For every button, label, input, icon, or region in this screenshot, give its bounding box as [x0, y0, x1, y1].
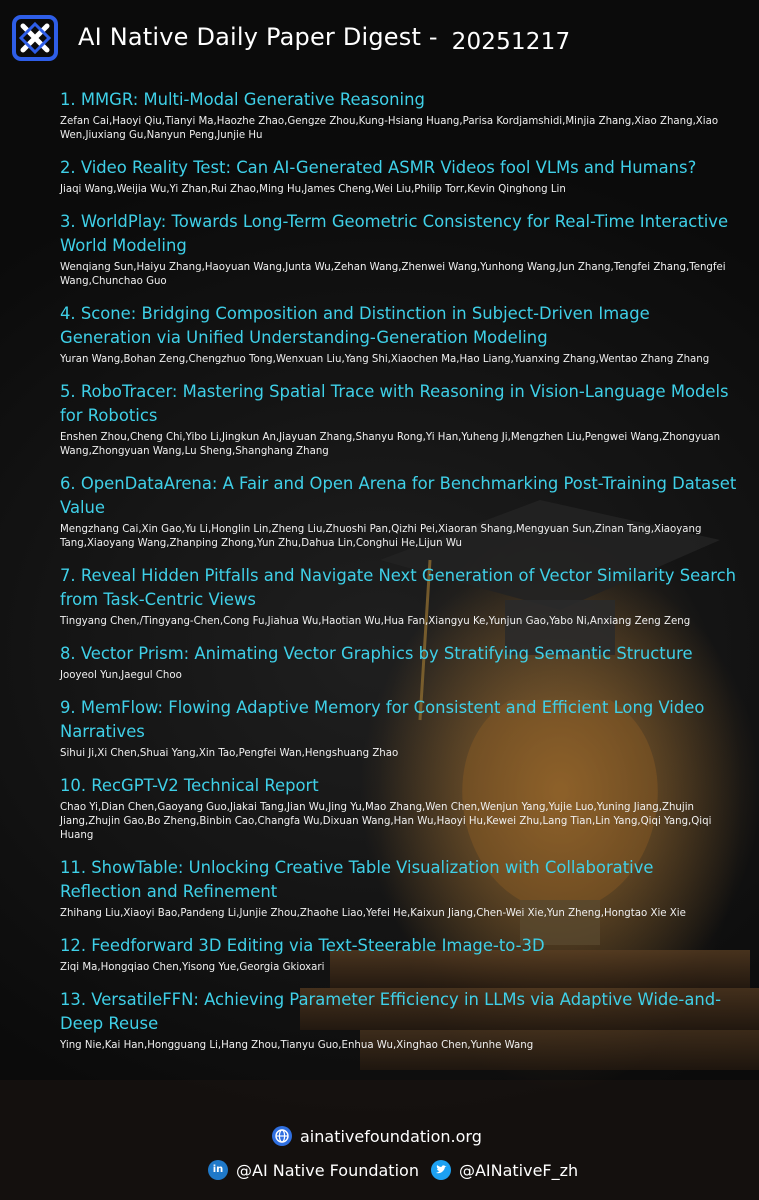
header	[0, 0, 759, 80]
paper-entry	[60, 774, 740, 843]
paper-title[interactable]: 1. MMGR: Multi-Modal Generative Reasoning	[60, 90, 425, 109]
linkedin-handle[interactable]: @AI Native Foundation	[236, 1160, 419, 1180]
paper-title[interactable]: 3. WorldPlay: Towards Long-Term Geometric Consistency for Real-Time Interactive World Modeling	[60, 212, 729, 255]
paper-authors: Jooyeol Yun,Jaegul Choo	[60, 670, 182, 681]
twitter-icon[interactable]	[431, 1160, 451, 1180]
paper-entry	[60, 856, 740, 921]
paper-entry	[60, 88, 740, 143]
website-row[interactable]	[272, 1126, 482, 1146]
paper-title[interactable]: 7. Reveal Hidden Pitfalls and Navigate Next Generation of Vector Similarity Search from Task-Centric Views	[60, 566, 736, 609]
paper-title[interactable]: 2. Video Reality Test: Can AI-Generated ASMR Videos fool VLMs and Humans?	[60, 158, 697, 177]
paper-title[interactable]: 13. VersatileFFN: Achieving Parameter Efficiency in LLMs via Adaptive Wide-and-Deep Reuse	[60, 990, 722, 1033]
paper-title[interactable]: 9. MemFlow: Flowing Adaptive Memory for Consistent and Efficient Long Video Narratives	[60, 698, 705, 741]
paper-title[interactable]: 5. RoboTracer: Mastering Spatial Trace with Reasoning in Vision-Language Models for Robotics	[60, 382, 729, 425]
paper-authors: Enshen Zhou,Cheng Chi,Yibo Li,Jingkun An,Jiayuan Zhang,Shanyu Rong,Yi Han,Yuheng Ji,Mengzhen Liu,Pengwei Wang,Zhongyuan Wang,Zhongyuan Wang,Lu Sheng,Shanghang Zhang	[60, 432, 721, 457]
paper-title[interactable]: 8. Vector Prism: Animating Vector Graphics by Stratifying Semantic Structure	[60, 644, 693, 663]
paper-entry	[60, 988, 740, 1053]
paper-entry	[60, 696, 740, 761]
paper-entry	[60, 380, 740, 459]
paper-title[interactable]: 12. Feedforward 3D Editing via Text-Steerable Image-to-3D	[60, 936, 545, 955]
paper-authors: Sihui Ji,Xi Chen,Shuai Yang,Xin Tao,Pengfei Wan,Hengshuang Zhao	[60, 748, 399, 759]
paper-entry	[60, 642, 740, 683]
paper-authors: Zhihang Liu,Xiaoyi Bao,Pandeng Li,Junjie Zhou,Zhaohe Liao,Yefei He,Kaixun Jiang,Chen-Wei Xie,Yun Zheng,Hongtao Xie Xie	[60, 908, 686, 919]
paper-entry	[60, 302, 740, 367]
paper-list	[60, 88, 740, 1066]
paper-entry	[60, 564, 740, 629]
paper-authors: Mengzhang Cai,Xin Gao,Yu Li,Honglin Lin,Zheng Liu,Zhuoshi Pan,Qizhi Pei,Xiaoran Shang,Mengyuan Sun,Zinan Tang,Xiaoyang Tang,Xiaoyang Wang,Zhanping Zhong,Yun Zhu,Dahua Lin,Conghui He,Lijun Wu	[60, 524, 702, 549]
title-date: 20251217	[451, 29, 571, 55]
social-row	[208, 1160, 578, 1180]
paper-authors: Jiaqi Wang,Weijia Wu,Yi Zhan,Rui Zhao,Ming Hu,James Cheng,Wei Liu,Philip Torr,Kevin Qinghong Lin	[60, 184, 566, 195]
paper-authors: Zefan Cai,Haoyi Qiu,Tianyi Ma,Haozhe Zhao,Gengze Zhou,Kung-Hsiang Huang,Parisa Kordjamshidi,Minjia Zhang,Xiao Zhang,Xiao Wen,Jiuxiang Gu,Nanyun Peng,Junjie Hu	[60, 116, 719, 141]
paper-authors: Yuran Wang,Bohan Zeng,Chengzhuo Tong,Wenxuan Liu,Yang Shi,Xiaochen Ma,Hao Liang,Yuanxing Zhang,Wentao Zhang Zhang	[60, 354, 710, 365]
paper-title[interactable]: 11. ShowTable: Unlocking Creative Table Visualization with Collaborative Reflection and Refinement	[60, 858, 654, 901]
paper-title[interactable]: 6. OpenDataArena: A Fair and Open Arena for Benchmarking Post-Training Dataset Value	[60, 474, 737, 517]
twitter-handle[interactable]: @AINativeF_zh	[458, 1160, 579, 1180]
page-title	[78, 23, 571, 55]
paper-title[interactable]: 10. RecGPT-V2 Technical Report	[60, 776, 319, 795]
ai-native-logo-icon	[11, 14, 59, 62]
linkedin-icon[interactable]: in	[208, 1160, 228, 1180]
paper-entry	[60, 210, 740, 289]
paper-authors: Wenqiang Sun,Haiyu Zhang,Haoyuan Wang,Junta Wu,Zehan Wang,Zhenwei Wang,Yunhong Wang,Jun Zhang,Tengfei Zhang,Tengfei Wang,Chunchao Guo	[60, 262, 726, 287]
paper-authors: Ziqi Ma,Hongqiao Chen,Yisong Yue,Georgia Gkioxari	[60, 962, 325, 973]
paper-title[interactable]: 4. Scone: Bridging Composition and Distinction in Subject-Driven Image Generation via Unified Understanding-Generation Modeling	[60, 304, 650, 347]
globe-icon	[272, 1126, 292, 1146]
paper-authors: Tingyang Chen,/Tingyang-Chen,Cong Fu,Jiahua Wu,Haotian Wu,Hua Fan,Xiangyu Ke,Yunjun Gao,Yabo Ni,Anxiang Zeng Zeng	[60, 616, 691, 627]
paper-authors: Chao Yi,Dian Chen,Gaoyang Guo,Jiakai Tang,Jian Wu,Jing Yu,Mao Zhang,Wen Chen,Wenjun Yang,Yujie Luo,Yuning Jiang,Zhujin Jiang,Zhujin Gao,Bo Zheng,Binbin Cao,Changfa Wu,Dixuan Wang,Han Wu,Haoyi Hu,Kewei Zhu,Lang Tian,Lin Yang,Qiqi Yang,Qiqi Huang	[60, 802, 712, 841]
paper-authors: Ying Nie,Kai Han,Hongguang Li,Hang Zhou,Tianyu Guo,Enhua Wu,Xinghao Chen,Yunhe Wang	[60, 1040, 534, 1051]
paper-entry	[60, 156, 740, 197]
paper-entry	[60, 472, 740, 551]
title-text: AI Native Daily Paper Digest -	[78, 23, 438, 51]
website-link[interactable]: ainativefoundation.org	[300, 1126, 482, 1146]
paper-entry	[60, 934, 740, 975]
